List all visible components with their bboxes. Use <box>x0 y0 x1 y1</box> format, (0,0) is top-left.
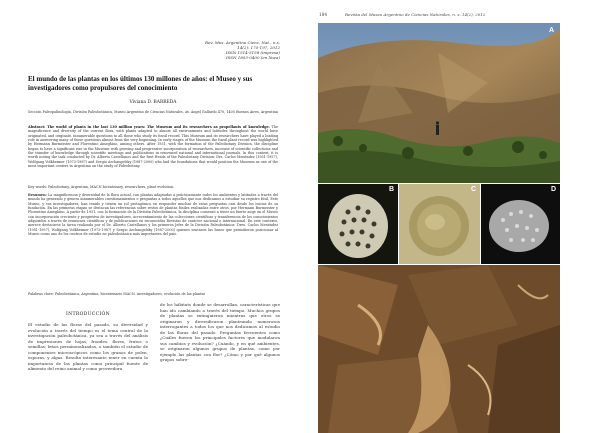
resumen <box>28 193 278 236</box>
abstract-label: Abstract: The world of plants in the last 130 million years: The Museum and its researchers as propellants of knowledge. <box>28 125 270 129</box>
photo-pollen-c <box>399 184 480 264</box>
photo-letter-b: B <box>388 186 394 193</box>
journal-ref-line: 14(2): 175-197, 2012 <box>237 45 280 50</box>
journal-ref-line: Rev. Mus. Argentino Cienc. Nat., n.s. <box>205 40 280 45</box>
keywords: Key words: Paleobotany, Argentina, MACN bicentenary, researchers, plant evolution. <box>28 185 175 189</box>
photo-field-site <box>318 23 560 183</box>
body-column-2: de los hábitats donde se desarrollan, características que han ido cambiando a través del tiempo. Muchos grupos de plantas se extinguieron mientras que otros se originaron y diversificaron planteando numerosos interrogantes a todos los que nos dedicamos al estudio de las floras del pasado. Preguntas frecuentes como ¿Cuáles fueron los principales factores que modularon sus cambios y evolución? ¿Cuándo, y en qué ambientes, se originaron algunos grupos de plantas, como por ejemplo las plantas con flor? ¿Cómo y por qué algunos grupos sobre- <box>160 302 280 362</box>
palabras-clave: Palabras clave: Paleobotánica, Argentina, bicentenario MACN, investigadores, evolución de las plantas <box>28 292 206 296</box>
sem-d-image <box>481 184 560 264</box>
article-title: El mundo de las plantas en los últimos 130 millones de años: el Museo y sus investigadores como propulsores del conocimiento <box>28 75 253 92</box>
section-heading: INTRODUCCIÓN <box>66 312 110 317</box>
photo-letter-a: A <box>548 27 554 34</box>
body-column-1: El estudio de las floras del pasado, su diversidad y evolución a través del tiempo es el tema central de la investigación paleobotánica, ya sea a través del análisis de impresiones de hojas, frondes, flores, frutos o semillas; leños permineralizados, o también el estudio de componentes microscópicos como los granos de polen, esporas, y algas. Resulta interesante tener en cuenta la importancia de las plantas como principal fuente de alimento del reino animal y como proveedora <box>28 322 148 371</box>
fossil-e-image <box>318 265 560 433</box>
journal-reference <box>170 40 280 60</box>
abstract-text: The magnificence and diversity of the current flora, with plants adapted to almost all environments and latitudes throughout the world have originated, and originate, innumerable questions to all those who study its fossil record. This Museum and its researchers have played a leading role in answering many of these questions almost from the very beginning. In early stages of the Museum the fossil plant record was highlighted by Hermann Burmeister and Florentino Ameghino, among others. After 1931, with the formation of the Paleobotany Division, the discipline began to have a significant rise in the Museum with growing and progressive incorporation of researchers, increase of scientific collections and the transfer of knowledge through scientific meetings and publications in renowned national and international journals. In this context, it is worth noting the task conducted by Dr. Alberto Castellanos and the first Heads of the Paleobotany Division: Drs. Carlos Menéndez (1951-1957), Wolfgang Volkheimer (1973-1987) and Sergio Archangelsky (1987-2000) who laid the foundations that would position the Museum as one of the most important centers in Argentina on the study of Paleobotany. <box>28 125 279 169</box>
page-number: 184 <box>319 12 327 17</box>
pollen-b-image <box>318 184 398 264</box>
photo-sem-d <box>481 184 560 264</box>
author-name: Viviana D. BARREDA <box>129 100 177 105</box>
field-site-image <box>318 23 560 183</box>
running-head: Revista del Museo Argentino de Ciencias Naturales, n. s. 14(2), 2012 <box>345 12 486 17</box>
author-affiliation: Sección Paleopalinología, División Paleobotánica, Museo Argentino de Ciencias Naturales, Av. Ángel Gallardo 470, 1405 Buenos Aires, Argentina <box>28 110 278 114</box>
resumen-text: La magnificencia y diversidad de la flora actual, con plantas adaptadas a prácticamente todos los ambientes y latitudes a través del mundo ha generado y genera innumerables cuestionamientos e preguntas a todos aquellos que nos dedicamos a estudiar su registro fósil. Este Museo, y sus investigadores, han tenido y tienen un rol protagónico en responder muchas de estas preguntas casi desde los inicios de su fundación. En las primeras etapas se destacan las referencias sobre restos de plantas fósiles realizadas entre otros, por Hermann Burmeister y Florentino Ameghino. A partir de 1931, con la formación de la División Paleobotánica, la disciplina comenzó a tener un fuerte auge en el Museo con incorporación creciente y progresiva de investigadores, acrecentamiento de las colecciones científicas y transferencia de los conocimientos adquiridos a través de reuniones científicas y de publicaciones en reconocidas Revistas de carácter nacional e internacional. En este contexto, merece destacarse la tarea realizada por el Dr. Alberto Castellanos y los primeros Jefes de la División Paleobotánica: Dres. Carlos Menéndez (1951-1957), Wolfgang Volkheimer (1973-1987) y Sergio Archangelsky (1987-2000) quienes sentaron las bases que permitieron posicionar al Museo como uno de los centros de estudio en paleobotánica más importantes del país. <box>28 193 278 237</box>
photo-letter-c: C <box>470 186 476 193</box>
journal-ref-line: ISSN 1853-0400 (en línea) <box>226 55 280 60</box>
person-figure <box>436 125 439 135</box>
pollen-c-image <box>399 184 480 264</box>
photo-fossil-e <box>318 265 560 433</box>
resumen-label: Resumen: <box>28 193 47 197</box>
photo-letter-d: D <box>550 186 556 193</box>
abstract <box>28 125 278 168</box>
journal-ref-line: ISSN 1514-5158 (impresa) <box>225 50 280 55</box>
photo-pollen-b <box>318 184 398 264</box>
